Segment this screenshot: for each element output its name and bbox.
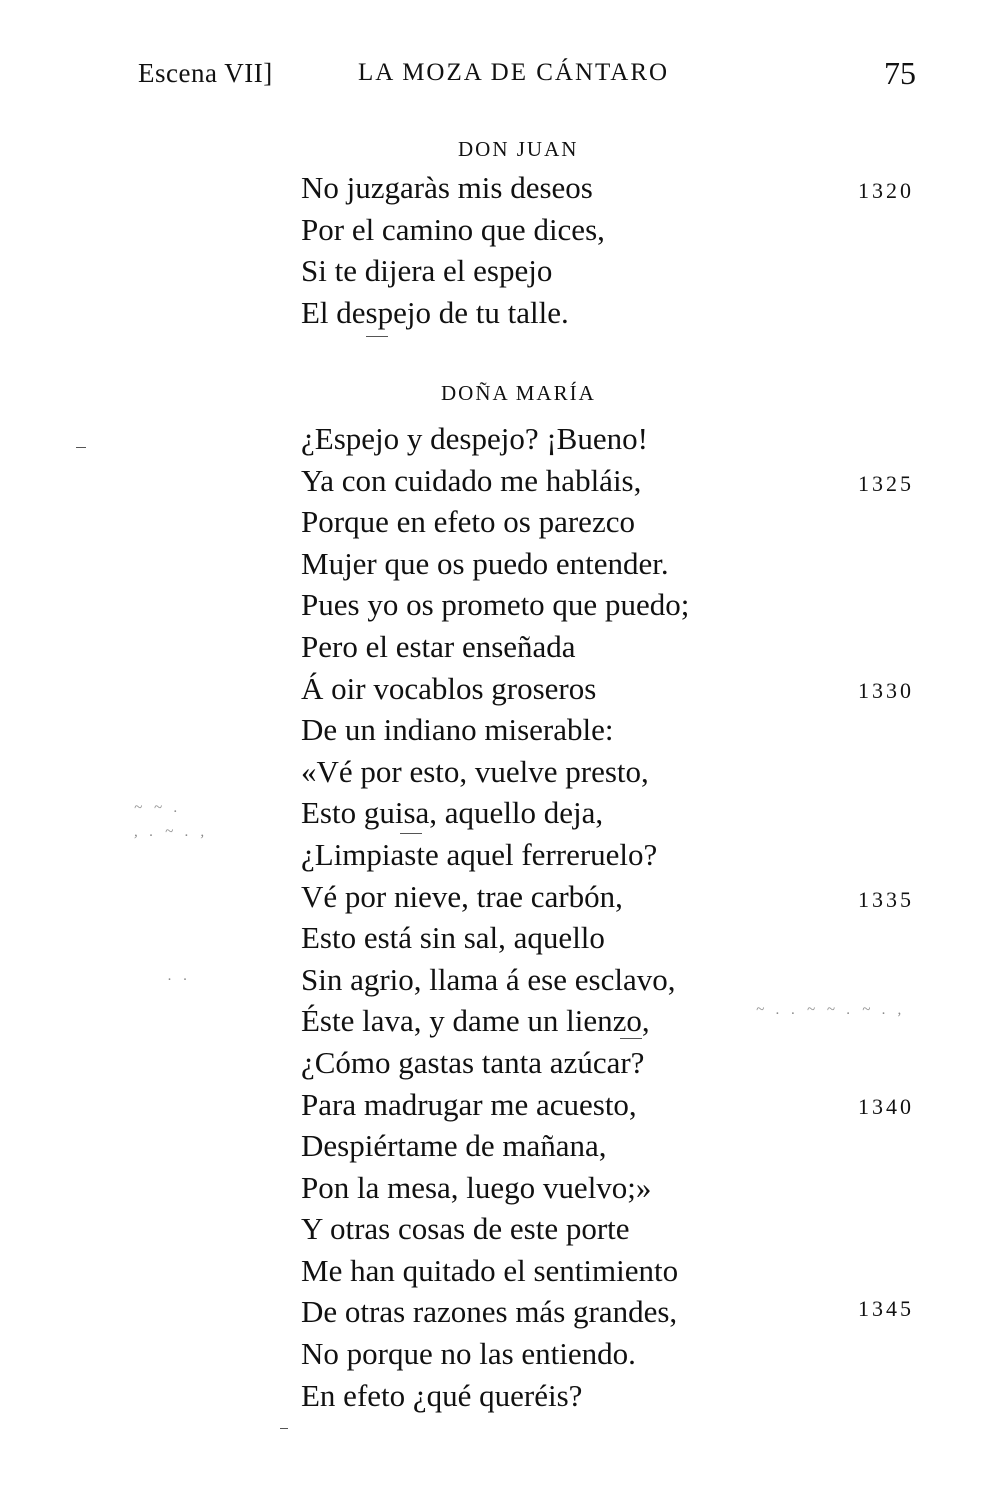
verse-line: No porque no las entiendo. (301, 1336, 636, 1372)
verse-line: Á oir vocablos groseros (301, 670, 597, 706)
verse-line: Esto está sin sal, aquello (301, 920, 605, 956)
verse-line: Si te dijera el espejo (301, 253, 553, 289)
pencil-scribble: , . ~ . , (134, 824, 209, 840)
speaker-name: DON JUAN (458, 137, 579, 161)
speaker-name: DOÑA MARÍA (441, 381, 596, 405)
margin-mark (280, 1428, 288, 1429)
verse-line: Éste lava, y dame un lienzo, (301, 1003, 650, 1039)
verse-block-dona-maria (301, 418, 689, 1416)
verse-line: De un indiano miserable: (301, 712, 614, 748)
margin-mark (76, 447, 86, 448)
verse-line: No juzgaràs mis deseos (301, 170, 593, 205)
verse-line: Sin agrio, llama á ese esclavo, (301, 961, 676, 997)
verse-line: Por el camino que dices, (301, 211, 605, 247)
page-number: 75 (884, 55, 916, 91)
verse-line: Porque en efeto os parezco (301, 504, 635, 540)
line-number: 1340 (858, 1094, 914, 1119)
line-number: 1325 (858, 471, 914, 496)
verse-line: Despiértame de mañana, (301, 1128, 607, 1164)
verse-line: ¿Cómo gastas tanta azúcar? (301, 1044, 645, 1080)
line-number: 1320 (858, 178, 914, 203)
verse-line: En efeto ¿qué queréis? (301, 1377, 583, 1413)
verse-line: Me han quitado el sentimiento (301, 1252, 679, 1288)
verse-line: Mujer que os puedo entender. (301, 545, 669, 581)
pencil-scribble: ~ ~ . (134, 800, 182, 816)
verse-line: ¿Espejo y despejo? ¡Bueno! (301, 421, 648, 456)
scene-label: Escena VII] (138, 58, 273, 88)
verse-line: Pues yo os prometo que puedo; (301, 587, 690, 623)
verse-line: ¿Limpiaste aquel ferreruelo? (301, 836, 658, 872)
pencil-underline (400, 833, 422, 834)
verse-line: Esto guisa, aquello deja, (301, 795, 604, 831)
line-number: 1345 (858, 1296, 914, 1321)
pencil-scribble: ~ . . ~ ~ . ~ . , (756, 1002, 906, 1018)
line-number: 1335 (858, 887, 914, 912)
verse-block-don-juan (301, 167, 605, 333)
play-title: LA MOZA DE CÁNTARO (358, 59, 670, 86)
verse-line: Para madrugar me acuesto, (301, 1086, 637, 1122)
verse-line: De otras razones más grandes, (301, 1294, 678, 1330)
verse-line: Y otras cosas de este porte (301, 1211, 630, 1247)
verse-line: Pon la mesa, luego vuelvo;» (301, 1169, 652, 1205)
verse-line: Ya con cuidado me habláis, (301, 462, 642, 498)
pencil-underline (366, 336, 388, 337)
pencil-scribble: . . (168, 968, 192, 984)
verse-line: Vé por nieve, trae carbón, (301, 878, 623, 914)
pencil-underline (620, 1038, 642, 1039)
verse-line: Pero el estar enseñada (301, 628, 576, 664)
line-number: 1330 (858, 678, 914, 703)
verse-line: «Vé por esto, vuelve presto, (301, 753, 649, 789)
verse-line: El despejo de tu talle. (301, 294, 569, 330)
